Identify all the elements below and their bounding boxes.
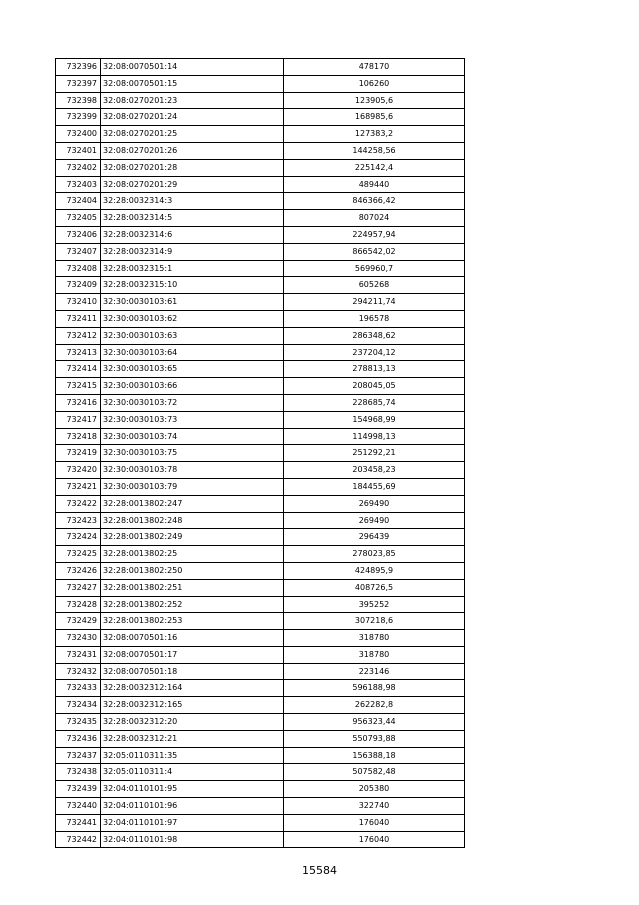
table-row xyxy=(56,613,465,630)
value-cell: 184455,69 xyxy=(284,478,465,495)
table-row xyxy=(56,126,465,143)
table-row xyxy=(56,798,465,815)
cadastral-number-cell: 32:28:0013802:247 xyxy=(101,495,284,512)
value-cell: 106260 xyxy=(284,75,465,92)
table-row xyxy=(56,159,465,176)
cadastral-number-cell: 32:30:0030103:74 xyxy=(101,428,284,445)
cadastral-number-cell: 32:28:0032314:9 xyxy=(101,243,284,260)
value-cell: 208045,05 xyxy=(284,378,465,395)
value-cell: 114998,13 xyxy=(284,428,465,445)
row-id-cell: 732413 xyxy=(56,344,101,361)
row-id-cell: 732401 xyxy=(56,142,101,159)
cadastral-number-cell: 32:08:0070501:16 xyxy=(101,630,284,647)
row-id-cell: 732407 xyxy=(56,243,101,260)
row-id-cell: 732422 xyxy=(56,495,101,512)
table-row xyxy=(56,495,465,512)
value-cell: 395252 xyxy=(284,596,465,613)
cadastral-number-cell: 32:28:0013802:25 xyxy=(101,546,284,563)
table-row xyxy=(56,630,465,647)
value-cell: 127383,2 xyxy=(284,126,465,143)
row-id-cell: 732411 xyxy=(56,310,101,327)
value-cell: 144258,56 xyxy=(284,142,465,159)
row-id-cell: 732417 xyxy=(56,411,101,428)
value-cell: 203458,23 xyxy=(284,462,465,479)
table-row xyxy=(56,764,465,781)
cadastral-number-cell: 32:08:0270201:24 xyxy=(101,109,284,126)
row-id-cell: 732436 xyxy=(56,730,101,747)
value-cell: 168985,6 xyxy=(284,109,465,126)
page-number: 15584 xyxy=(302,864,337,877)
value-cell: 846366,42 xyxy=(284,193,465,210)
cadastral-number-cell: 32:08:0070501:18 xyxy=(101,663,284,680)
cadastral-number-cell: 32:28:0013802:253 xyxy=(101,613,284,630)
table-row xyxy=(56,109,465,126)
cadastral-number-cell: 32:30:0030103:78 xyxy=(101,462,284,479)
cadastral-number-cell: 32:30:0030103:65 xyxy=(101,361,284,378)
cadastral-number-cell: 32:30:0030103:61 xyxy=(101,294,284,311)
row-id-cell: 732428 xyxy=(56,596,101,613)
row-id-cell: 732430 xyxy=(56,630,101,647)
cadastral-number-cell: 32:08:0070501:17 xyxy=(101,646,284,663)
table-row xyxy=(56,193,465,210)
table-row xyxy=(56,294,465,311)
row-id-cell: 732418 xyxy=(56,428,101,445)
cadastral-number-cell: 32:30:0030103:79 xyxy=(101,478,284,495)
cadastral-number-cell: 32:08:0070501:15 xyxy=(101,75,284,92)
table-row xyxy=(56,378,465,395)
value-cell: 278813,13 xyxy=(284,361,465,378)
cadastral-number-cell: 32:28:0032312:21 xyxy=(101,730,284,747)
row-id-cell: 732441 xyxy=(56,814,101,831)
value-cell: 223146 xyxy=(284,663,465,680)
value-cell: 251292,21 xyxy=(284,445,465,462)
row-id-cell: 732434 xyxy=(56,697,101,714)
value-cell: 278023,85 xyxy=(284,546,465,563)
table-row xyxy=(56,730,465,747)
cadastral-number-cell: 32:04:0110101:96 xyxy=(101,798,284,815)
row-id-cell: 732416 xyxy=(56,394,101,411)
row-id-cell: 732397 xyxy=(56,75,101,92)
cadastral-number-cell: 32:28:0013802:249 xyxy=(101,529,284,546)
cadastral-number-cell: 32:28:0032312:20 xyxy=(101,714,284,731)
row-id-cell: 732442 xyxy=(56,831,101,848)
cadastral-number-cell: 32:08:0270201:25 xyxy=(101,126,284,143)
cadastral-number-cell: 32:28:0032312:164 xyxy=(101,680,284,697)
row-id-cell: 732396 xyxy=(56,59,101,76)
value-cell: 478170 xyxy=(284,59,465,76)
table-row xyxy=(56,579,465,596)
row-id-cell: 732426 xyxy=(56,562,101,579)
table-row xyxy=(56,260,465,277)
table-row xyxy=(56,243,465,260)
table-row xyxy=(56,277,465,294)
cadastral-number-cell: 32:28:0032314:3 xyxy=(101,193,284,210)
value-cell: 205380 xyxy=(284,781,465,798)
table-row xyxy=(56,546,465,563)
row-id-cell: 732409 xyxy=(56,277,101,294)
value-cell: 224957,94 xyxy=(284,226,465,243)
value-cell: 269490 xyxy=(284,495,465,512)
table-body xyxy=(56,59,465,848)
table-row xyxy=(56,361,465,378)
value-cell: 424895,9 xyxy=(284,562,465,579)
row-id-cell: 732400 xyxy=(56,126,101,143)
cadastral-number-cell: 32:30:0030103:75 xyxy=(101,445,284,462)
value-cell: 550793,88 xyxy=(284,730,465,747)
row-id-cell: 732438 xyxy=(56,764,101,781)
cadastral-number-cell: 32:28:0032314:6 xyxy=(101,226,284,243)
value-cell: 605268 xyxy=(284,277,465,294)
value-cell: 154968,99 xyxy=(284,411,465,428)
value-cell: 294211,74 xyxy=(284,294,465,311)
table-row xyxy=(56,512,465,529)
cadastral-number-cell: 32:28:0013802:251 xyxy=(101,579,284,596)
value-cell: 807024 xyxy=(284,210,465,227)
value-cell: 489440 xyxy=(284,176,465,193)
table-row xyxy=(56,226,465,243)
cadastral-number-cell: 32:08:0070501:14 xyxy=(101,59,284,76)
row-id-cell: 732415 xyxy=(56,378,101,395)
value-cell: 176040 xyxy=(284,814,465,831)
row-id-cell: 732410 xyxy=(56,294,101,311)
table-row xyxy=(56,646,465,663)
table-row xyxy=(56,831,465,848)
row-id-cell: 732404 xyxy=(56,193,101,210)
table-row xyxy=(56,814,465,831)
row-id-cell: 732433 xyxy=(56,680,101,697)
table-row xyxy=(56,697,465,714)
table-row xyxy=(56,344,465,361)
row-id-cell: 732406 xyxy=(56,226,101,243)
value-cell: 318780 xyxy=(284,646,465,663)
table-row xyxy=(56,562,465,579)
value-cell: 225142,4 xyxy=(284,159,465,176)
value-cell: 507582,48 xyxy=(284,764,465,781)
table-row xyxy=(56,747,465,764)
row-id-cell: 732431 xyxy=(56,646,101,663)
row-id-cell: 732437 xyxy=(56,747,101,764)
cadastral-number-cell: 32:30:0030103:63 xyxy=(101,327,284,344)
value-cell: 262282,8 xyxy=(284,697,465,714)
row-id-cell: 732440 xyxy=(56,798,101,815)
row-id-cell: 732419 xyxy=(56,445,101,462)
row-id-cell: 732432 xyxy=(56,663,101,680)
row-id-cell: 732420 xyxy=(56,462,101,479)
value-cell: 123905,6 xyxy=(284,92,465,109)
cadastral-number-cell: 32:28:0013802:248 xyxy=(101,512,284,529)
cadastral-number-cell: 32:04:0110101:97 xyxy=(101,814,284,831)
cadastral-number-cell: 32:30:0030103:66 xyxy=(101,378,284,395)
data-table xyxy=(55,58,465,848)
row-id-cell: 732412 xyxy=(56,327,101,344)
value-cell: 307218,6 xyxy=(284,613,465,630)
table-row xyxy=(56,92,465,109)
row-id-cell: 732427 xyxy=(56,579,101,596)
table-row xyxy=(56,445,465,462)
value-cell: 956323,44 xyxy=(284,714,465,731)
cadastral-number-cell: 32:05:0110311:4 xyxy=(101,764,284,781)
value-cell: 228685,74 xyxy=(284,394,465,411)
table-row xyxy=(56,327,465,344)
cadastral-number-cell: 32:08:0270201:29 xyxy=(101,176,284,193)
table-row xyxy=(56,59,465,76)
table-row xyxy=(56,663,465,680)
cadastral-number-cell: 32:30:0030103:64 xyxy=(101,344,284,361)
value-cell: 569960,7 xyxy=(284,260,465,277)
cadastral-number-cell: 32:28:0013802:250 xyxy=(101,562,284,579)
row-id-cell: 732403 xyxy=(56,176,101,193)
cadastral-number-cell: 32:28:0032315:1 xyxy=(101,260,284,277)
cadastral-number-cell: 32:05:0110311:35 xyxy=(101,747,284,764)
cadastral-number-cell: 32:28:0032312:165 xyxy=(101,697,284,714)
value-cell: 156388,18 xyxy=(284,747,465,764)
value-cell: 322740 xyxy=(284,798,465,815)
row-id-cell: 732423 xyxy=(56,512,101,529)
cadastral-number-cell: 32:08:0270201:23 xyxy=(101,92,284,109)
cadastral-number-cell: 32:30:0030103:72 xyxy=(101,394,284,411)
row-id-cell: 732425 xyxy=(56,546,101,563)
row-id-cell: 732398 xyxy=(56,92,101,109)
cadastral-number-cell: 32:28:0032314:5 xyxy=(101,210,284,227)
row-id-cell: 732405 xyxy=(56,210,101,227)
row-id-cell: 732408 xyxy=(56,260,101,277)
table-row xyxy=(56,478,465,495)
cadastral-number-cell: 32:04:0110101:95 xyxy=(101,781,284,798)
table-row xyxy=(56,310,465,327)
row-id-cell: 732439 xyxy=(56,781,101,798)
value-cell: 237204,12 xyxy=(284,344,465,361)
row-id-cell: 732429 xyxy=(56,613,101,630)
table-row xyxy=(56,176,465,193)
cadastral-number-cell: 32:30:0030103:73 xyxy=(101,411,284,428)
table-row xyxy=(56,781,465,798)
row-id-cell: 732424 xyxy=(56,529,101,546)
table-row xyxy=(56,394,465,411)
table-row xyxy=(56,428,465,445)
value-cell: 296439 xyxy=(284,529,465,546)
value-cell: 866542,02 xyxy=(284,243,465,260)
cadastral-number-cell: 32:28:0032315:10 xyxy=(101,277,284,294)
table-row xyxy=(56,462,465,479)
row-id-cell: 732421 xyxy=(56,478,101,495)
row-id-cell: 732399 xyxy=(56,109,101,126)
value-cell: 408726,5 xyxy=(284,579,465,596)
table-row xyxy=(56,529,465,546)
cadastral-number-cell: 32:04:0110101:98 xyxy=(101,831,284,848)
cadastral-number-cell: 32:08:0270201:28 xyxy=(101,159,284,176)
cadastral-number-cell: 32:28:0013802:252 xyxy=(101,596,284,613)
table-row xyxy=(56,75,465,92)
cadastral-number-cell: 32:08:0270201:26 xyxy=(101,142,284,159)
row-id-cell: 732402 xyxy=(56,159,101,176)
cadastral-number-cell: 32:30:0030103:62 xyxy=(101,310,284,327)
table-row xyxy=(56,210,465,227)
table-row xyxy=(56,142,465,159)
value-cell: 286348,62 xyxy=(284,327,465,344)
row-id-cell: 732435 xyxy=(56,714,101,731)
table-row xyxy=(56,714,465,731)
table-row xyxy=(56,680,465,697)
value-cell: 318780 xyxy=(284,630,465,647)
table-row xyxy=(56,596,465,613)
value-cell: 196578 xyxy=(284,310,465,327)
value-cell: 596188,98 xyxy=(284,680,465,697)
value-cell: 269490 xyxy=(284,512,465,529)
row-id-cell: 732414 xyxy=(56,361,101,378)
value-cell: 176040 xyxy=(284,831,465,848)
table-row xyxy=(56,411,465,428)
